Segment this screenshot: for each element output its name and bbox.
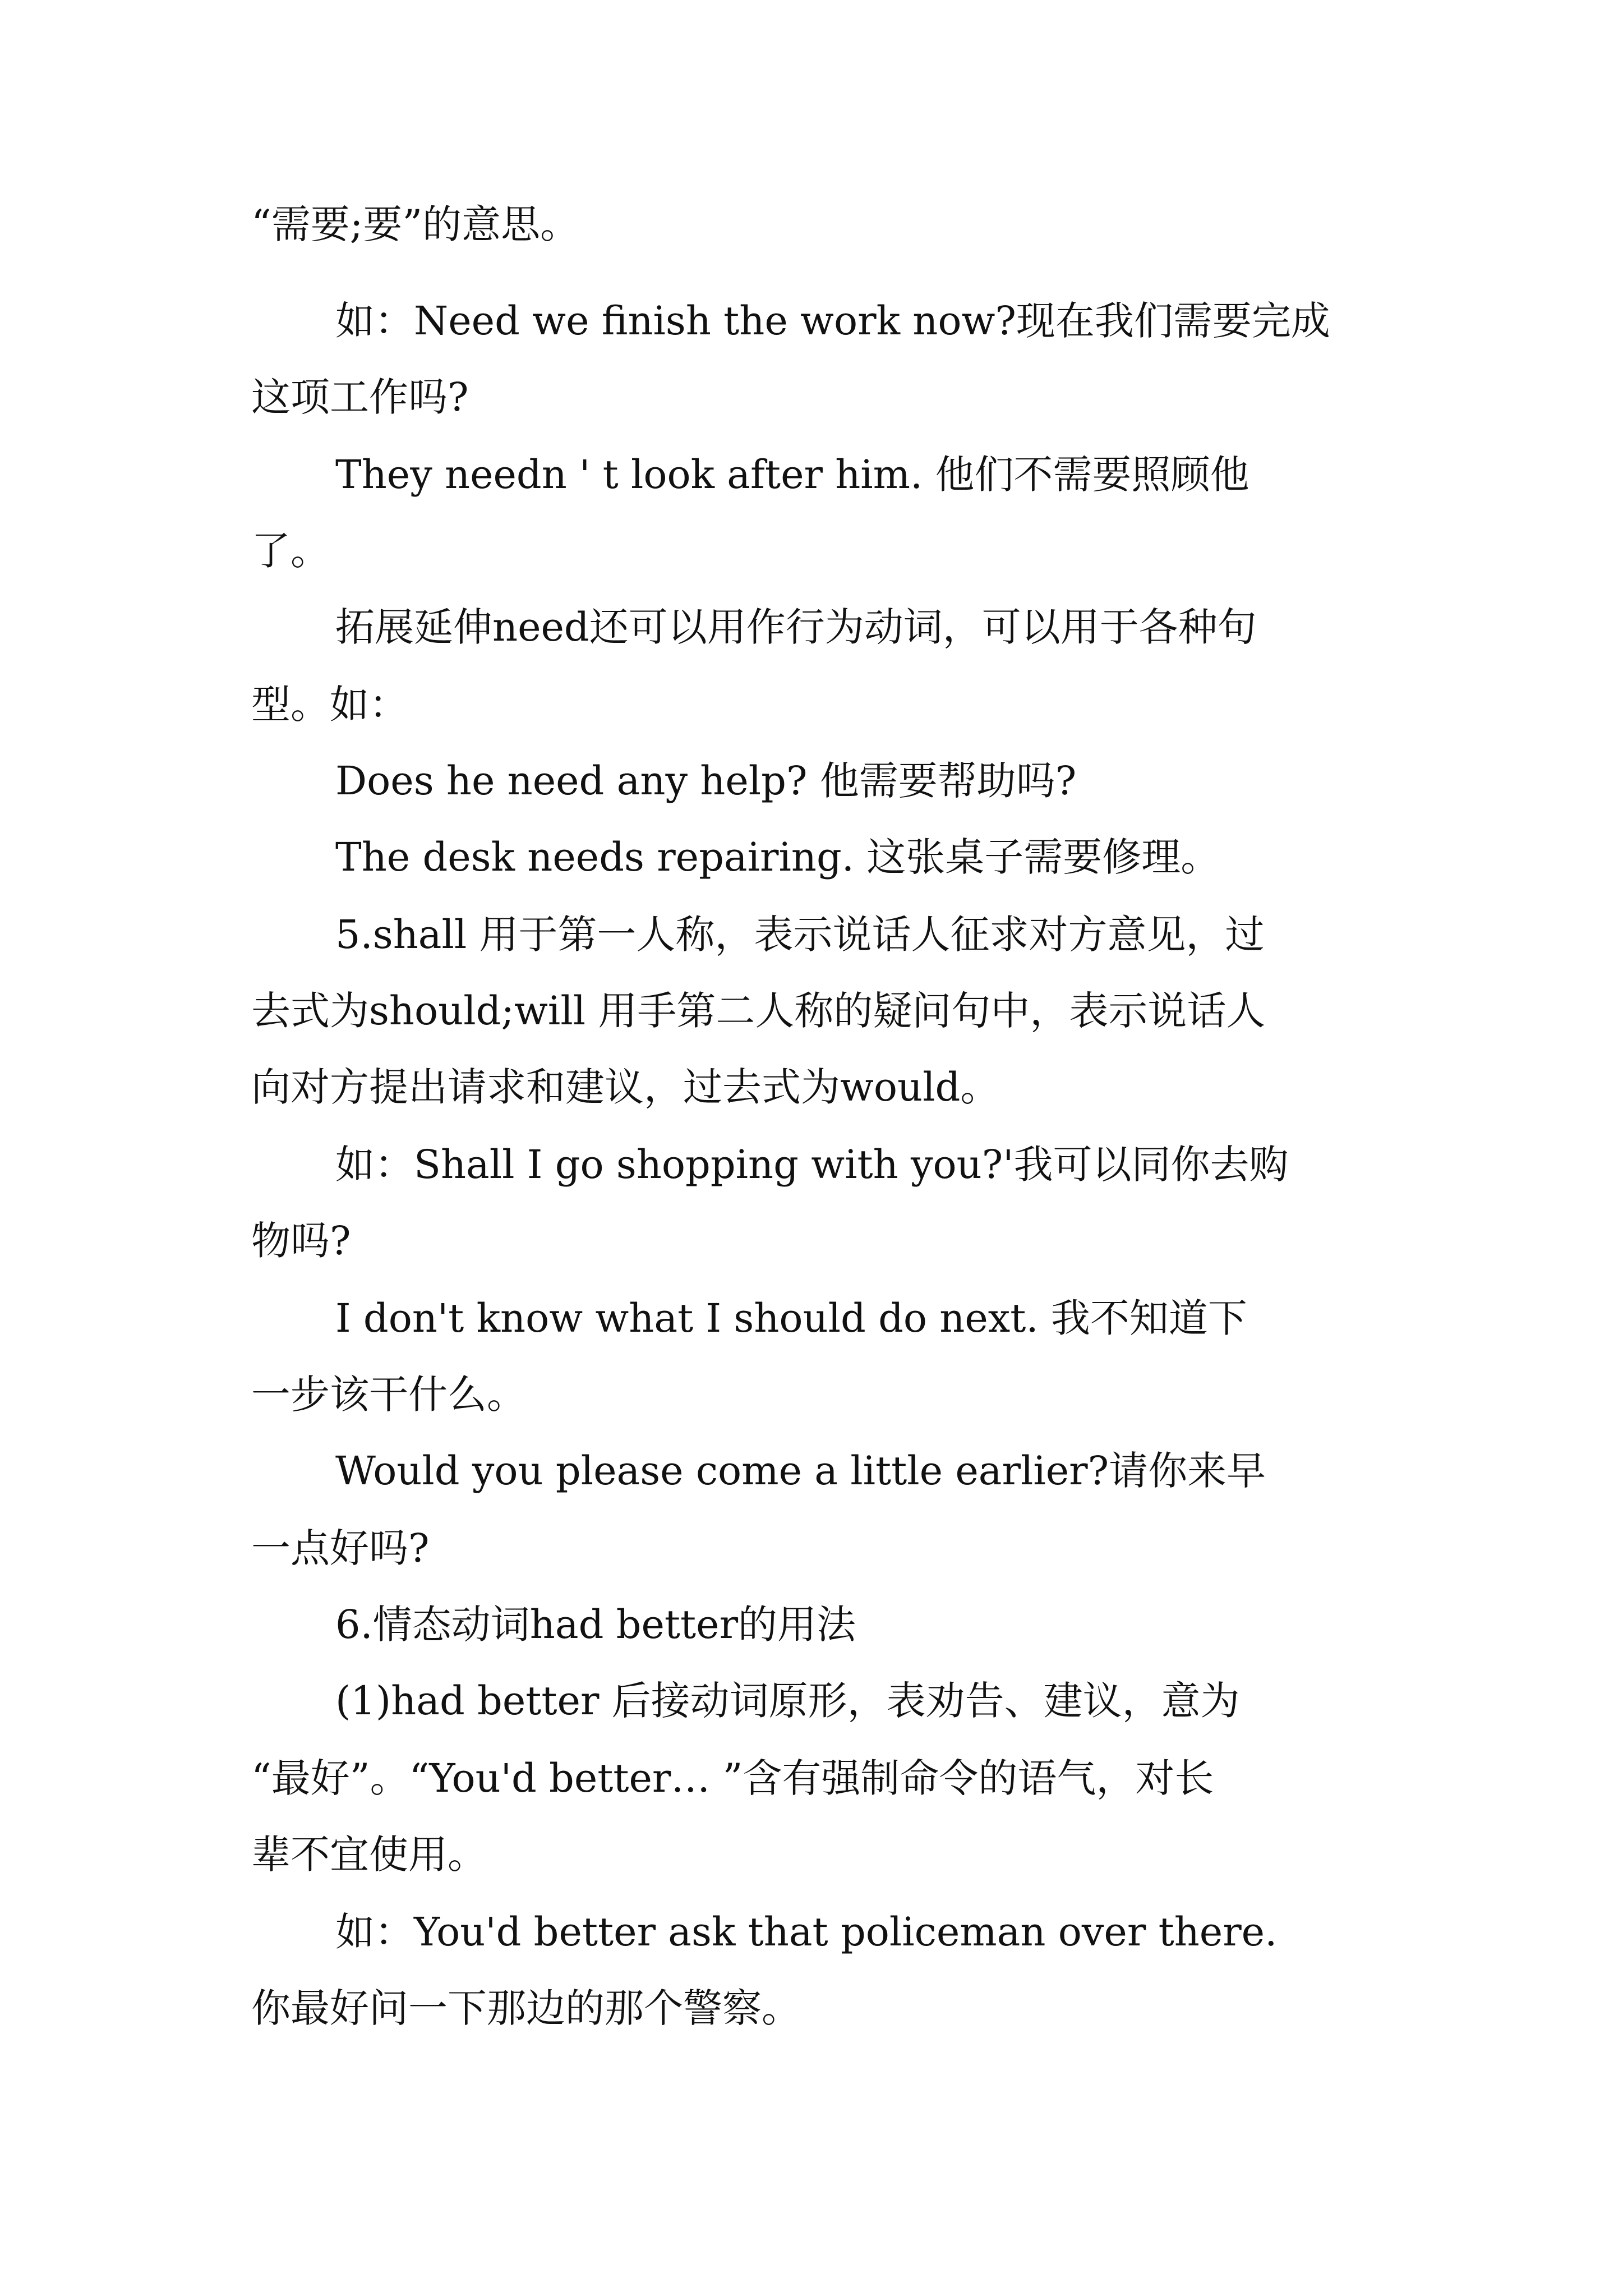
example-line: 如：You'd better ask that policeman over there. <box>335 1909 1278 1955</box>
example-line: The desk needs repairing. 这张桌子需要修理。 <box>335 834 1220 880</box>
text-line: 这项工作吗? <box>251 374 469 420</box>
text-line: “最好”。“You'd better… ”含有强制命令的语气，对长 <box>251 1755 1214 1801</box>
section-heading: 6.情态动词had better的用法 <box>335 1602 856 1648</box>
example-line: 如：Shall I go shopping with you?'我可以同你去购 <box>335 1142 1289 1188</box>
example-line: 如：Need we finish the work now?现在我们需要完成 <box>335 298 1330 344</box>
text-line: 型。如： <box>251 682 408 728</box>
paragraph-line: (1)had better 后接动词原形，表劝告、建议，意为 <box>335 1678 1240 1724</box>
paragraph-line: 拓展延伸need还可以用作行为动词，可以用于各种句 <box>335 604 1257 650</box>
example-line: Would you please come a little earlier?请你来早 <box>335 1448 1266 1494</box>
text-line: 你最好问一下那边的那个警察。 <box>251 1985 801 2031</box>
example-line: They needn ' t look after him. 他们不需要照顾他 <box>335 452 1249 498</box>
example-line: Does he need any help? 他需要帮助吗? <box>335 758 1077 804</box>
paragraph-line: 5.shall 用于第一人称，表示说话人征求对方意见，过 <box>335 912 1265 958</box>
text-line: 一点好吗? <box>251 1525 430 1571</box>
text-line: 向对方提出请求和建议，过去式为would。 <box>251 1064 1000 1110</box>
example-line: I don't know what I should do next. 我不知道下 <box>335 1295 1247 1341</box>
text-line: 物吗? <box>251 1218 351 1264</box>
text-line: 一步该干什么。 <box>251 1372 526 1418</box>
text-line: 去式为should;will 用手第二人称的疑问句中，表示说话人 <box>251 988 1266 1034</box>
text-line: 了。 <box>251 528 330 574</box>
text-line: “需要;要”的意思。 <box>251 201 580 247</box>
text-line: 辈不宜使用。 <box>251 1832 487 1878</box>
